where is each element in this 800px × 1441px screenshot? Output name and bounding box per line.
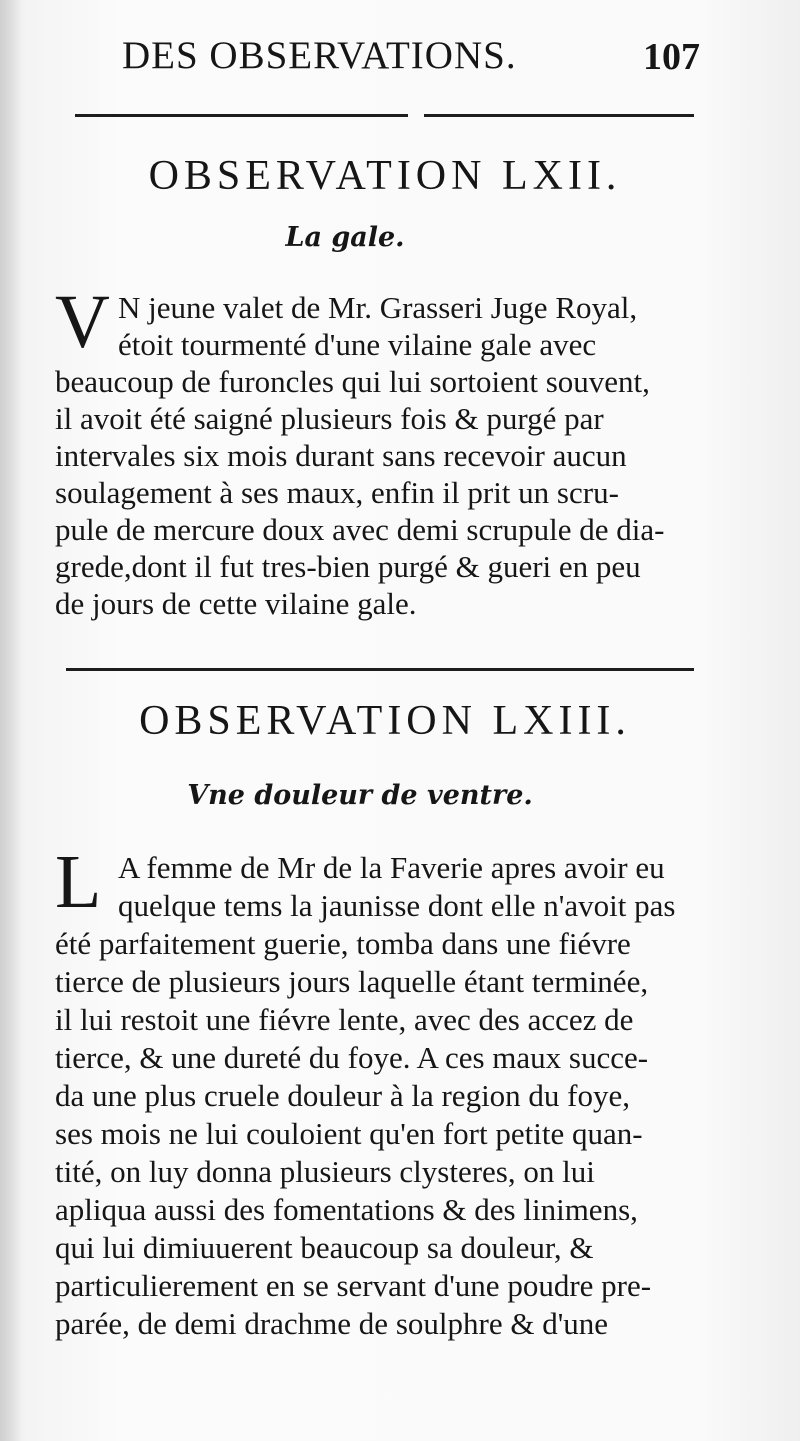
observation-63-title: OBSERVATION LXIII. <box>139 698 631 744</box>
observation-63-subtitle: Vne douleur de ventre. <box>187 780 533 811</box>
text-line: tierce de plusieurs jours laquelle étant terminée, <box>55 964 649 999</box>
observation-62-subtitle: La gale. <box>285 222 405 253</box>
text-line: il avoit été saigné plusieurs fois & purgé par <box>55 401 604 436</box>
drop-cap-v: V <box>55 280 110 364</box>
header-rule-right <box>424 114 694 117</box>
text-line: de jours de cette vilaine gale. <box>55 586 417 621</box>
text-line: da une plus cruele douleur à la region du foye, <box>55 1078 631 1113</box>
text-line: étoit tourmenté d'une vilaine gale avec <box>118 327 597 362</box>
text-line: ses mois ne lui couloient qu'en fort petite quan- <box>55 1116 643 1151</box>
text-line: A femme de Mr de la Faverie apres avoir eu <box>118 850 665 885</box>
page-number: 107 <box>643 36 700 78</box>
drop-cap-l: L <box>55 840 102 924</box>
text-line: N jeune valet de Mr. Grasseri Juge Royal, <box>118 290 638 325</box>
observation-62-text <box>55 280 705 642</box>
text-line: il lui restoit une fiévre lente, avec des accez de <box>55 1002 634 1037</box>
text-line: qui lui dimiuuerent beaucoup sa douleur, & <box>55 1230 594 1265</box>
text-line: intervales six mois durant sans recevoir aucun <box>55 438 627 473</box>
running-title: DES OBSERVATIONS. <box>122 34 517 77</box>
text-line: été parfaitement guerie, tomba dans une fiévre <box>55 926 631 961</box>
text-line: tierce, & une dureté du foye. A ces maux succe- <box>55 1040 649 1075</box>
page-edge-shadow <box>0 0 22 1441</box>
header-rule-left <box>75 114 408 117</box>
running-head <box>100 36 700 86</box>
observation-63-text <box>55 840 705 1372</box>
text-line: grede,dont il fut tres-bien purgé & gueri en peu <box>55 549 641 584</box>
text-line: parée, de demi drachme de soulphre & d'une <box>55 1306 609 1341</box>
section-divider <box>66 668 694 671</box>
observation-62-title: OBSERVATION LXII. <box>148 153 622 199</box>
text-line: particulierement en se servant d'une poudre pre- <box>55 1268 652 1303</box>
text-line: tité, on luy donna plusieurs clysteres, on lui <box>55 1154 595 1189</box>
text-line: pule de mercure doux avec demi scrupule de dia- <box>55 512 665 547</box>
text-line: soulagement à ses maux, enfin il prit un scru- <box>55 475 619 510</box>
text-line: apliqua aussi des fomentations & des linimens, <box>55 1192 638 1227</box>
text-line: quelque tems la jaunisse dont elle n'avoit pas <box>118 888 676 923</box>
text-line: beaucoup de furoncles qui lui sortoient souvent, <box>55 364 650 399</box>
